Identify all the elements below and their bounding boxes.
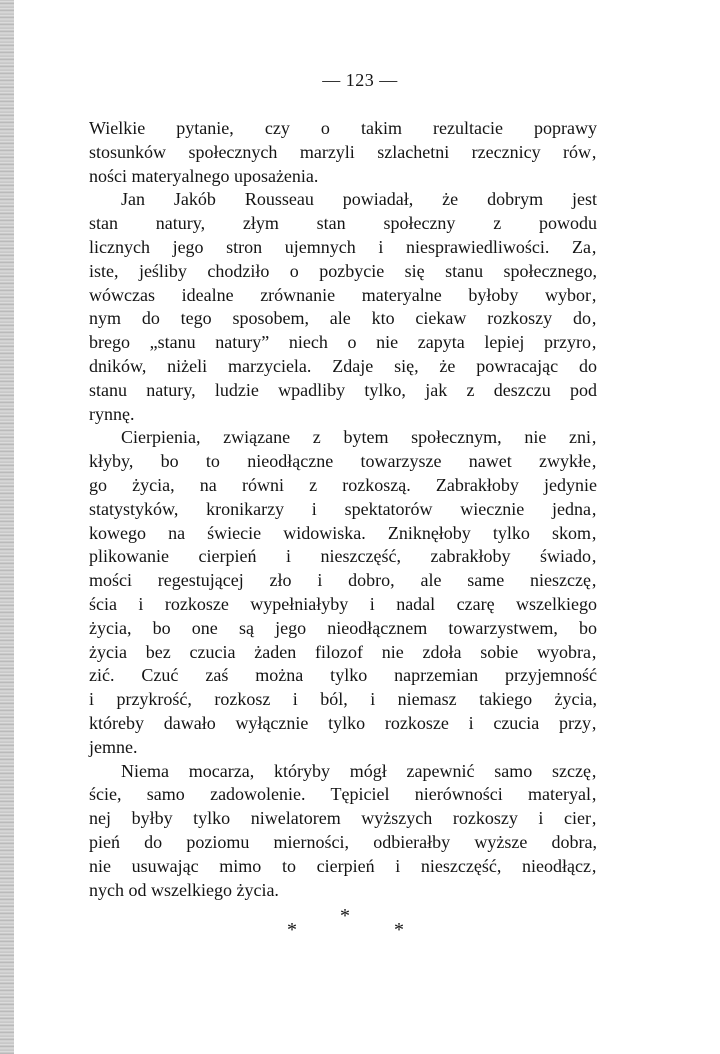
text-line: statystyków, kronikarzy i spektatorów wiecznie jedna‚ xyxy=(89,498,597,519)
text-line: go życia, na równi z rozkoszą. Zabrakłoby jedynie xyxy=(89,474,597,495)
text-line: ścia i rozkosze wypełniałyby i nadal czarę wszelkiego xyxy=(89,593,597,614)
text-line: kłyby, bo to nieodłączne towarzysze nawet zwykłe‚ xyxy=(89,451,597,472)
scanned-page-edge xyxy=(0,0,14,1054)
page-number: — 123 — xyxy=(322,70,398,90)
section-separator xyxy=(0,905,720,945)
body-text xyxy=(89,117,597,902)
text-line: licznych jego stron ujemnych i niesprawiedliwości. Za‚ xyxy=(89,236,597,257)
asterisk-left: * xyxy=(287,919,297,941)
text-line: brego „stanu natury” niech o nie zapyta lepiej przyro‚ xyxy=(89,332,597,353)
text-line: ście, samo zadowolenie. Tępiciel nierówności materyal‚ xyxy=(89,784,597,805)
text-line: nej byłby tylko niwelatorem wyższych rozkoszy i cier‚ xyxy=(89,808,597,829)
text-line: wówczas idealne zrównanie materyalne byłoby wybor‚ xyxy=(89,284,597,305)
asterisk-right: * xyxy=(394,919,404,941)
text-line: rynnę. xyxy=(89,403,135,424)
text-line: nym do tego sposobem, ale kto ciekaw rozkoszy do‚ xyxy=(89,308,597,329)
text-line: ności materyalnego uposażenia. xyxy=(89,165,319,186)
text-line: iste, jeśliby chodziło o pozbycie się stanu społecznego, xyxy=(89,260,597,281)
text-line: życia, bo one są jego nieodłącznem towarzystwem, bo xyxy=(89,617,597,638)
text-line: Niema mocarza, któryby mógł zapewnić samo szczę‚ xyxy=(121,760,597,781)
text-line: plikowanie cierpień i nieszczęść, zabrakłoby świado‚ xyxy=(89,546,597,567)
text-line: jemne. xyxy=(89,736,138,757)
text-line: zić. Czuć zaś można tylko naprzemian przyjemność xyxy=(89,665,597,686)
text-line: stosunków społecznych marzyli szlachetni rzecznicy rów‚ xyxy=(89,141,597,162)
text-line: pień do poziomu mierności, odbierałby wyższe dobra, xyxy=(89,831,597,852)
text-line: Cierpienia, związane z bytem społecznym, nie zni‚ xyxy=(121,427,597,448)
asterisk-center: * xyxy=(340,905,350,927)
text-line: stan natury, złym stan społeczny z powodu xyxy=(89,213,597,234)
text-line: życia bez czucia żaden filozof nie zdoła sobie wyobra‚ xyxy=(89,641,597,662)
text-line: i przykrość, rozkosz i ból, i niemasz takiego życia, xyxy=(89,689,597,710)
text-line: któreby dawało wyłącznie tylko rozkosze i czucia przy‚ xyxy=(89,712,597,733)
text-line: nych od wszelkiego życia. xyxy=(89,879,279,900)
text-line: Jan Jakób Rousseau powiadał, że dobrym jest xyxy=(121,189,597,210)
text-line: stanu natury, ludzie wpadliby tylko, jak z deszczu pod xyxy=(89,379,597,400)
text-line: Wielkie pytanie, czy o takim rezultacie poprawy xyxy=(89,118,597,138)
text-line: nie usuwając mimo to cierpień i nieszczęść, nieodłącz‚ xyxy=(89,855,597,876)
text-line: kowego na świecie widowiska. Zniknęłoby tylko skom‚ xyxy=(89,522,597,543)
text-line: dników, niżeli marzyciela. Zdaje się, że powracając do xyxy=(89,355,597,376)
text-line: mości regestującej zło i dobro, ale same nieszczę‚ xyxy=(89,570,597,591)
